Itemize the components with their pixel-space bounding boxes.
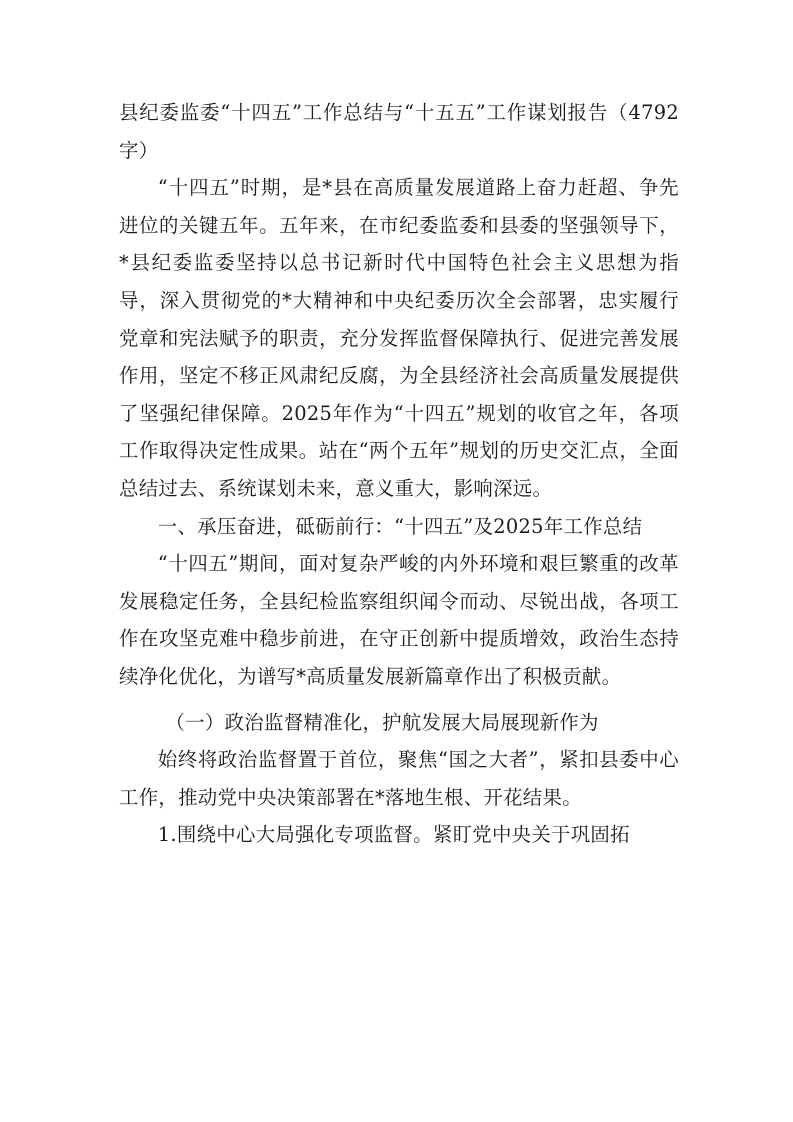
document-body — [119, 94, 679, 854]
subsection-heading-one: （一）政治监督精准化，护航发展大局展现新作为 — [165, 710, 599, 734]
item-one-paragraph: 1.围绕中心大局强化专项监督。紧盯党中央关于巩固拓 — [157, 823, 630, 847]
section-heading-one: 一、承压奋进，砥砺前行：“十四五”及2025年工作总结 — [157, 514, 643, 538]
intro-paragraph: “十四五”时期，是*县在高质量发展道路上奋力赶超、争先进位的关键五年。五年来，在市纪委监委和县委的坚强领导下，*县纪委监委坚持以总书记新时代中国特色社会主义思想为指导，深入贯彻党的*大精神和中央纪委历次全会部署，忠实履行党章和宪法赋予的职责，充分发挥监督保障执行、促进完善发展作用，坚定不移正风肃纪反腐，为全县经济社会高质量发展提供了坚强纪律保障。2025年作为“十四五”规划的收官之年，各项工作取得决定性成果。站在“两个五年”规划的历史交汇点，全面总结过去、系统谋划未来，意义重大，影响深远。 — [119, 176, 679, 500]
political-supervision-paragraph: 始终将政治监督置于首位，聚焦“国之大者”，紧扣县委中心工作，推动党中央决策部署在*落地生根、开花结果。 — [119, 748, 679, 809]
document-title: 县纪委监委“十四五”工作总结与“十五五”工作谋划报告（4792字） — [119, 101, 679, 162]
summary-paragraph: “十四五”期间，面对复杂严峻的内外环境和艰巨繁重的改革发展稳定任务，全县纪检监察组织闻令而动、尽锐出战，各项工作在攻坚克难中稳步前进，在守正创新中提质增效，政治生态持续净化优化，为谱写*高质量发展新篇章作出了积极贡献。 — [119, 552, 679, 688]
